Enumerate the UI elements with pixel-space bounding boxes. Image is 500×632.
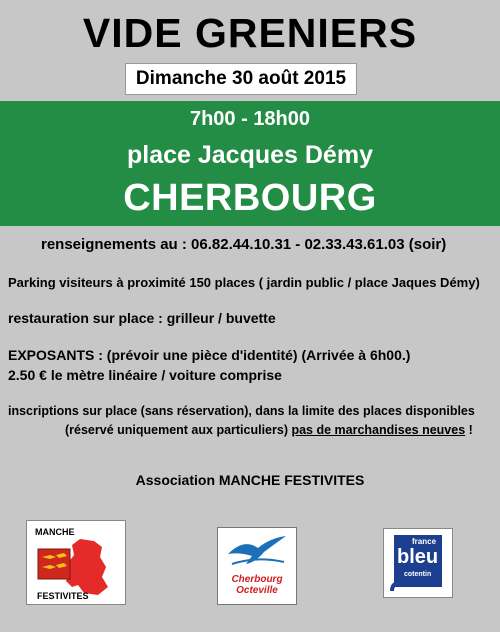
- poster-title: VIDE GRENIERS: [82, 10, 418, 56]
- france-bleu-bleu-text: bleu: [397, 546, 439, 568]
- contact-line: renseignements au : 06.82.44.10.31 - 02.33.43.61.03 (soir): [41, 236, 447, 253]
- france-bleu-france-text: france: [412, 537, 437, 546]
- event-date: Dimanche 30 août 2015: [125, 63, 357, 95]
- manche-logo-bottom-text: FESTIVITES: [37, 591, 89, 601]
- cherbourg-logo-line1: Cherbourg: [231, 574, 283, 585]
- seagull-icon: [226, 534, 288, 568]
- inscriptions-line: inscriptions sur place (sans réservation), dans la limite des places disponibles: [8, 404, 475, 418]
- manche-festivites-logo: [26, 520, 126, 605]
- france-bleu-cotentin-text: cotentin: [404, 571, 432, 578]
- event-banner: [0, 101, 500, 226]
- event-hours: 7h00 - 18h00: [189, 108, 311, 130]
- no-new-goods-text: pas de marchandises neuves: [291, 423, 466, 437]
- cherbourg-logo-line2: Octeville: [236, 585, 278, 596]
- manche-logo-top-text: MANCHE: [35, 527, 75, 537]
- restauration-line: restauration sur place : grilleur / buvette: [8, 310, 276, 326]
- event-place: place Jacques Démy: [127, 141, 373, 169]
- association-line: Association MANCHE FESTIVITES: [135, 472, 365, 488]
- conditions-text: (réservé uniquement aux particuliers): [65, 423, 292, 437]
- price-line: 2.50 € le mètre linéaire / voiture comprise: [8, 367, 282, 383]
- cherbourg-octeville-logo: [217, 527, 297, 605]
- exposants-line: EXPOSANTS : (prévoir une pièce d'identité) (Arrivée à 6h00.): [8, 347, 411, 363]
- parking-line: Parking visiteurs à proximité 150 places ( jardin public / place Jaques Démy): [8, 275, 480, 290]
- exclamation-text: !: [465, 423, 473, 437]
- inscriptions-conditions: [65, 423, 473, 437]
- event-city: CHERBOURG: [123, 177, 377, 219]
- manche-map-icon: [32, 537, 122, 597]
- france-bleu-swirl-icon: [388, 577, 404, 593]
- france-bleu-logo: [383, 528, 453, 598]
